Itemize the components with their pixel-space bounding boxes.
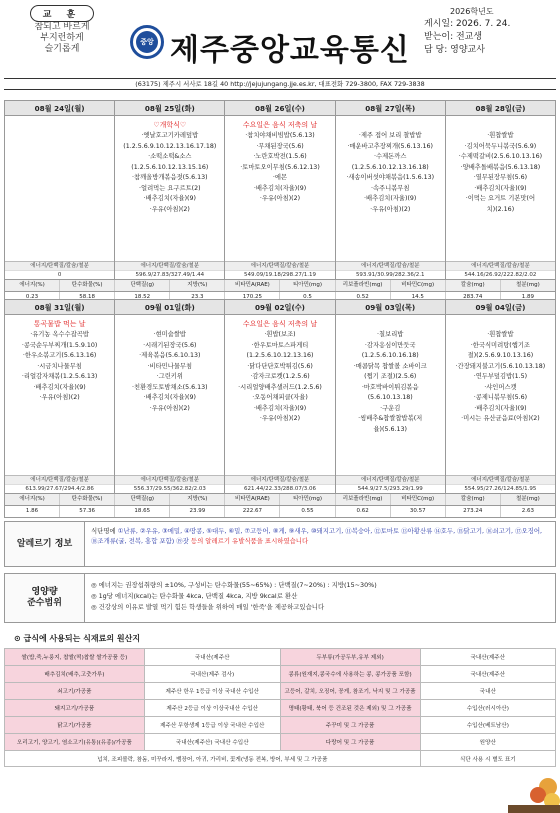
autumn-leaves-decoration bbox=[508, 775, 560, 813]
menu-item: ·제주 접어 보리 찰밥밥 bbox=[358, 132, 422, 139]
nutrition-value: 596.9/27.83/327.49/1.44 bbox=[115, 270, 224, 279]
menu-item: ·매운바고추장찌개(5.6.13.16) bbox=[347, 142, 434, 150]
week-days bbox=[5, 101, 555, 279]
allergy-lead: 식단명에 bbox=[91, 527, 116, 535]
summary-label: 티아민(mg) bbox=[280, 280, 335, 291]
nutrition-value: 613.99/27.67/294.4/2.86 bbox=[5, 484, 114, 493]
origin-item: 배추김치(배추,고춧가루) bbox=[5, 666, 145, 683]
day-theme bbox=[115, 319, 224, 330]
menu-item: ·배추김치(자율)(9) bbox=[253, 184, 307, 192]
menu-item: ·유기농 옥수수잡곡밥 bbox=[30, 331, 89, 338]
nutrition-range-line: ◎ 에너지는 권장섭취량의 ±10%, 구성비는 탄수화물(55~65%) : 단백질(7~20%) : 지방(15~30%) bbox=[91, 581, 377, 589]
summary-label: 철분(mg) bbox=[501, 280, 555, 291]
summary-value: 0.5 bbox=[280, 292, 335, 303]
origin-item: 주꾸미 및 그 가공품 bbox=[280, 717, 420, 734]
menu-item: ·배추김치(자율)(9) bbox=[143, 195, 196, 202]
day-menu bbox=[225, 116, 334, 261]
menu-item: ·칠보리밥 bbox=[377, 331, 404, 338]
nutrition-value: 544.16/26.92/222.82/2.02 bbox=[446, 270, 555, 279]
day-column bbox=[446, 101, 555, 279]
day-theme bbox=[446, 120, 555, 131]
menu-item: ·수제돈까스 bbox=[374, 153, 407, 160]
summary-value: 30.57 bbox=[391, 506, 446, 517]
menu-item: ·흰밥(보조) bbox=[264, 331, 296, 338]
summary-value: 0.23 bbox=[5, 292, 60, 303]
allergy-label: 알레르기 정보 bbox=[5, 522, 85, 566]
menu-item: ·양배추돌배볶음(5.6.13.18) bbox=[460, 163, 541, 171]
day-date: 08월 31일(월) bbox=[5, 300, 114, 315]
nutrition-range-label-line: 준수범위 bbox=[27, 598, 62, 608]
day-theme: 수요일은 음식 저축의 날 bbox=[242, 320, 318, 328]
day-date: 08월 25일(화) bbox=[115, 101, 224, 116]
origin-row bbox=[5, 734, 556, 751]
menu-item: ·얼려먹는 요구르트(2) bbox=[139, 184, 201, 192]
menu-item: ·속주니볶무침 bbox=[370, 184, 410, 192]
nutrition-range bbox=[4, 573, 556, 623]
nutrition-header: 에너지/탄백질/칼슘/철분 bbox=[115, 475, 224, 484]
motto-line: 부지런하게 bbox=[40, 33, 84, 43]
day-theme: ♡개학식♡ bbox=[153, 121, 187, 129]
allergy-text bbox=[85, 522, 555, 566]
summary-value: 14.5 bbox=[391, 292, 446, 303]
menu-item: ·씽배추&찹쌀찹밥볶(저 bbox=[358, 415, 423, 422]
nutrition-range-label-line: 영양량 bbox=[31, 587, 58, 597]
origin-title-text: 급식에 사용되는 식재료의 원산지 bbox=[23, 634, 141, 643]
nutrition-range-label bbox=[5, 574, 85, 622]
menu-item: ·제육볶음(5.6.10.13) bbox=[139, 352, 201, 359]
menu-item: 치)(2.16) bbox=[486, 205, 515, 213]
allergy-info bbox=[4, 521, 556, 567]
summary-value: 1.89 bbox=[521, 294, 535, 300]
menu-item: ·시래기된장국(5.6) bbox=[143, 341, 197, 349]
menu-item: ·배추김치(자율)(9) bbox=[253, 404, 307, 412]
summary-label: 칼슘(mg) bbox=[446, 494, 501, 505]
day-date: 09월 04일(금) bbox=[446, 300, 555, 315]
nutrition-header: 에너지/탄백질/칼슘/철분 bbox=[5, 261, 114, 270]
menu-item: ·토마토오이무침(5.6.12.13) bbox=[240, 163, 320, 171]
week-menu bbox=[4, 100, 556, 304]
menu-item: ·현미숩쌀밥 bbox=[153, 331, 187, 338]
origin-country: 국내산(제주산 bbox=[420, 649, 555, 666]
origin-item: 돼지고기/가공품 bbox=[5, 700, 145, 717]
summary-label: 탄수화물(%) bbox=[60, 280, 115, 291]
menu-item: ·우유(아침)(2) bbox=[149, 404, 190, 412]
menu-item: ·노란호박전(1.5.6) bbox=[253, 153, 307, 160]
summary-value: 2.63 bbox=[521, 508, 535, 514]
nutrition-value: 554.95/27.26/124.85/1.95 bbox=[446, 484, 555, 493]
day-date: 08월 24일(월) bbox=[5, 101, 114, 116]
menu-item: ·참깨올방개볶음젓(5.6.13) bbox=[132, 174, 208, 181]
week-days bbox=[5, 300, 555, 493]
origin-item: 다랑어 및 그 가공품 bbox=[280, 734, 420, 751]
menu-item: ·리얼감자채볶(1.2.5.6.13) bbox=[21, 373, 98, 380]
issue-meta bbox=[424, 5, 554, 57]
menu-item: ·열무된장무침(5.6) bbox=[473, 174, 528, 181]
nutrition-header: 에너지/탄백질/칼슘/철분 bbox=[446, 261, 555, 270]
menu-item: ·감자옹심이만둣국 bbox=[364, 341, 416, 349]
nutrition-range-line: ◎ 건강상의 이유로 발열 먹기 힘든 학생들을 위하여 매일 '한죽'을 제공하고있습니다 bbox=[91, 603, 325, 611]
day-menu bbox=[336, 116, 445, 261]
sender: 담 당: 영양교사 bbox=[424, 45, 485, 55]
origin-table-body bbox=[5, 649, 556, 767]
day-date: 09월 03일(목) bbox=[336, 300, 445, 315]
menu-item: (1.2.5.6.10.16.18) bbox=[361, 352, 419, 359]
origin-row bbox=[5, 717, 556, 734]
origin-country: 국내산(제주산 bbox=[420, 666, 555, 683]
menu-item: ·새송이버섯야채볶음(1.5.6.13) bbox=[346, 174, 435, 181]
origin-row bbox=[5, 683, 556, 700]
menu-item: ·콩국순두부찌개(1.5.9.10) bbox=[21, 341, 98, 349]
origin-country: 국내산(제주 검사) bbox=[144, 666, 280, 683]
motto-line: 슬기롭게 bbox=[44, 44, 80, 54]
menu-item: ·그린키위 bbox=[156, 373, 183, 380]
origin-row bbox=[5, 649, 556, 666]
summary-value: 283.74 bbox=[446, 292, 501, 303]
nutrition-header: 에너지/탄백질/칼슘/철분 bbox=[225, 475, 334, 484]
day-theme bbox=[5, 120, 114, 131]
menu-item: ·감자크로켓(1.2.5.6) bbox=[250, 373, 310, 380]
origin-item: 두부류(가공두부,유부 제외) bbox=[280, 649, 420, 666]
nutrient-summary-labels bbox=[5, 279, 555, 291]
menu-item: ·배추김치(자율)(9) bbox=[474, 404, 527, 412]
day-menu bbox=[5, 116, 114, 261]
origin-title bbox=[14, 633, 140, 644]
day-theme bbox=[336, 319, 445, 330]
summary-label: 탄수화물(%) bbox=[60, 494, 115, 505]
day-column bbox=[225, 101, 335, 279]
page-title: 제주중앙교육통신 bbox=[170, 33, 410, 68]
menu-item: ·배추김치(자율)(9) bbox=[364, 195, 417, 202]
menu-item: ·우유(아침)(2) bbox=[149, 205, 190, 213]
origin-country: 국내산 bbox=[420, 683, 555, 700]
menu-item: ·배추김치(자율)(9) bbox=[143, 394, 196, 401]
menu-item: (1.2.5.6.10.12.13.15.16) bbox=[131, 163, 209, 171]
summary-label: 단백질(g) bbox=[115, 280, 170, 291]
recipient: 받는이: 전교생 bbox=[424, 32, 483, 42]
nutrition-header: 에너지/탄백질/칼슘/철분 bbox=[336, 261, 445, 270]
day-menu bbox=[225, 315, 334, 475]
menu-item: ·콩제니볶무침(5.6) bbox=[473, 394, 528, 401]
origin-row bbox=[5, 751, 556, 767]
menu-item: ·흰찹쌀밥 bbox=[487, 331, 514, 338]
origin-row bbox=[5, 666, 556, 683]
summary-label: 에너지(%) bbox=[5, 280, 60, 291]
day-date: 08월 26일(수) bbox=[225, 101, 334, 116]
nutrition-header: 에너지/탄백질/칼슘/철분 bbox=[5, 475, 114, 484]
menu-item: ·시금치나물무침 bbox=[37, 362, 82, 370]
menu-item: ·이먹는 요거트 기본맛(어 bbox=[465, 195, 536, 202]
menu-item: ·마호박바이튀김볶음 bbox=[361, 383, 419, 391]
day-theme: 통곡물밥 먹는 날 bbox=[33, 320, 86, 328]
day-column bbox=[115, 300, 225, 493]
origin-row bbox=[5, 700, 556, 717]
day-menu bbox=[5, 315, 114, 475]
allergy-list: ①난류, ②우유, ③메밀, ④땅콩, ⑤대두, ⑥밀, ⑦고등어, ⑧게, ⑨새우, ⑩돼지고기, ⑪복숭아, ⑫토마토 ⑬아황산류 ⑭호두, ⑮닭고기, ⑯쇠고기, ⑰오징어, ⑱조개류(굴, 전복, 홍합 포함) ⑲잣 bbox=[91, 527, 543, 545]
summary-value: 58.18 bbox=[60, 292, 115, 303]
day-theme bbox=[336, 120, 445, 131]
origin-item: 쌀(밥,죽,누룽지, 찹쌀(떡)찹쌀 쌀가공품 등) bbox=[5, 649, 145, 666]
day-theme bbox=[446, 319, 555, 330]
summary-label: 비타민A(RAE) bbox=[225, 280, 280, 291]
menu-item: ·우유(아침)(2) bbox=[39, 394, 80, 401]
menu-item: ·소떡소떡&소스 bbox=[148, 153, 192, 160]
origin-country: 국내산(제주산 bbox=[144, 649, 280, 666]
logo-text: 중앙 bbox=[136, 31, 158, 53]
motto-tag: 교 훈 bbox=[30, 5, 95, 22]
nutrient-summary-labels bbox=[5, 493, 555, 505]
day-date: 08월 27일(목) bbox=[336, 101, 445, 116]
check-icon: ⊙ bbox=[14, 634, 21, 643]
summary-value: 170.25 bbox=[225, 292, 280, 303]
origin-country: 제주산 2등급 이상 이상국내산 수입산 bbox=[144, 700, 280, 717]
school-logo bbox=[130, 25, 164, 59]
day-column bbox=[5, 101, 115, 279]
nutrition-value: 549.09/19.18/298.27/1.19 bbox=[225, 270, 334, 279]
day-menu bbox=[115, 116, 224, 261]
menu-item: (1.2.5.6.9.10.12.13.16.17.18) bbox=[123, 142, 217, 150]
summary-value: 18.52 bbox=[115, 292, 170, 303]
origin-country: 제주산 한우 1등급 이상 국내산 수입산 bbox=[144, 683, 280, 700]
summary-label: 지방(%) bbox=[170, 494, 225, 505]
menu-item: ·배추김치(자율)(9) bbox=[474, 184, 527, 192]
nutrient-summary-values bbox=[5, 505, 555, 517]
origin-country: 원양산 bbox=[420, 734, 555, 751]
summary-value: 57.36 bbox=[60, 506, 115, 517]
summary-value: 23.99 bbox=[170, 506, 225, 517]
menu-item: ·우유(아침)(2) bbox=[259, 195, 301, 202]
summary-label: 지방(%) bbox=[170, 280, 225, 291]
summary-value: 0.55 bbox=[280, 506, 335, 517]
day-date: 08월 28일(금) bbox=[446, 101, 555, 116]
menu-item: ·한국식미려탕(햅기조 bbox=[470, 341, 531, 349]
summary-value: 23.3 bbox=[170, 292, 225, 303]
menu-item: ·참치야채비빔밥(5.6.13) bbox=[245, 132, 315, 139]
summary-value: 0.62 bbox=[336, 506, 391, 517]
menu-item: (1.2.5.6.10.12.13.16) bbox=[246, 352, 314, 359]
origin-item: 닭고기/가공품 bbox=[5, 717, 145, 734]
issue-date: 게시일: 2026. 7. 24. bbox=[424, 19, 511, 29]
menu-item: ·한우소볶고기(5.6.13.16) bbox=[22, 352, 97, 359]
nutrition-value: 621.44/22.33/288.07/3.06 bbox=[225, 484, 334, 493]
nutrition-range-text bbox=[85, 574, 555, 622]
origin-country: 수입산(러시아산) bbox=[420, 700, 555, 717]
summary-label: 단백질(g) bbox=[115, 494, 170, 505]
nutrition-value: 556.37/29.55/362.82/2.03 bbox=[115, 484, 224, 493]
summary-label: 철분(mg) bbox=[501, 494, 555, 505]
menu-item: ·미시는 유산균음료(아침)(2) bbox=[461, 415, 540, 422]
day-column bbox=[446, 300, 555, 493]
origin-item: 쇠고기/가공품 bbox=[5, 683, 145, 700]
day-theme: 수요일은 음식 저축의 날 bbox=[242, 121, 318, 129]
origin-item: 고등어, 갈치, 오징어, 꽁게, 참조기, 낙지 및 그 가공품 bbox=[280, 683, 420, 700]
summary-label: 칼슘(mg) bbox=[446, 280, 501, 291]
nutrition-header: 에너지/탄백질/칼슘/철분 bbox=[446, 475, 555, 484]
origin-item: 콩류(원재지,콩국수에 사용하는 콩, 콩가공품 포함) bbox=[280, 666, 420, 683]
menu-item: ·시리얼양배추샐러드(1.2.5.6) bbox=[238, 383, 322, 391]
summary-value: 222.67 bbox=[225, 506, 280, 517]
nutrition-value: 593.91/30.99/282.36/2.1 bbox=[336, 270, 445, 279]
day-menu bbox=[115, 315, 224, 475]
menu-item: ·옛날호고기카레덮밥 bbox=[141, 132, 199, 139]
summary-label: 리보플라빈(mg) bbox=[336, 280, 391, 291]
menu-item: ·우유(아침)(2) bbox=[259, 415, 301, 422]
menu-item: ·매콤닭목 찹쌀볼 소바이크 bbox=[353, 362, 427, 370]
origin-country: 제주산 무항생제 1등급 이상 국내산 수입산 bbox=[144, 717, 280, 734]
summary-label: 에너지(%) bbox=[5, 494, 60, 505]
day-column bbox=[336, 101, 446, 279]
summary-label: 티아민(mg) bbox=[280, 494, 335, 505]
menu-item: 율)(5.6.13) bbox=[373, 425, 407, 433]
motto-line: 참되고 바르게 bbox=[34, 22, 90, 32]
day-date: 09월 02일(수) bbox=[225, 300, 334, 315]
origin-country: 식단 사용 시 별도 표기 bbox=[420, 751, 555, 767]
origin-table bbox=[4, 648, 556, 767]
menu-item: ·친환경도토밤채소(5.6.13) bbox=[132, 383, 208, 391]
summary-label: 비타민A(RAE) bbox=[225, 494, 280, 505]
summary-value: 0.52 bbox=[336, 292, 391, 303]
menu-item: ·에몬 bbox=[272, 174, 288, 181]
menu-item: (5.6.10.13.18) bbox=[367, 394, 413, 401]
newsletter-header bbox=[4, 3, 556, 78]
summary-label: 비타민C(mg) bbox=[391, 280, 446, 291]
origin-item: 오리고기, 양고기, 염소고기(유통)(유종)/가공품 bbox=[5, 734, 145, 751]
nutrition-header: 에너지/탄백질/칼슘/철분 bbox=[336, 475, 445, 484]
menu-item: ·연두부덮김밥(1.5) bbox=[473, 373, 528, 380]
origin-item: 명태(황태, 북어 등 건조된 것은 제외) 및 그 가공품 bbox=[280, 700, 420, 717]
school-motto bbox=[14, 3, 110, 75]
menu-item: ·흰찹쌀밥 bbox=[487, 132, 514, 139]
summary-label: 리보플라빈(mg) bbox=[336, 494, 391, 505]
menu-item: ·샤인머스캣 bbox=[484, 383, 517, 391]
nutrition-header: 에너지/탄백질/칼슘/철분 bbox=[115, 261, 224, 270]
menu-item: ·한우토마토스파게티 bbox=[251, 341, 309, 349]
day-menu bbox=[336, 315, 445, 475]
origin-country: 수입산(베트남산) bbox=[420, 717, 555, 734]
menu-item: ·간장돼지불고기(5.6.10.13.18) bbox=[455, 362, 546, 370]
menu-item: (1.2.5.6.10.12.13.16.18) bbox=[351, 163, 429, 171]
allergy-tail: 등의 알레르기 유발식품을 표시하였습니다 bbox=[190, 537, 309, 545]
menu-item: ·수제떡갈비(2.5.6.10.13.16) bbox=[458, 153, 543, 160]
nutrition-value: 544.9/27.5/293.29/1.99 bbox=[336, 484, 445, 493]
summary-label: 비타민C(mg) bbox=[391, 494, 446, 505]
summary-value: 18.65 bbox=[115, 506, 170, 517]
nutrition-range-line: ◎ 1g당 에너지(kcal)는 탄수화물 4kca, 단백질 4kca, 지방 9kcal로 환산 bbox=[91, 592, 298, 600]
summary-value: 273.24 bbox=[446, 506, 501, 517]
day-column bbox=[336, 300, 446, 493]
nutrition-header: 에너지/탄백질/칼슘/철분 bbox=[225, 261, 334, 270]
day-menu bbox=[446, 315, 555, 475]
day-menu bbox=[446, 116, 555, 261]
menu-item: ·구운김 bbox=[380, 404, 401, 412]
summary-value: 1.86 bbox=[5, 506, 60, 517]
menu-item: ·오동어채피클(자율) bbox=[252, 394, 308, 401]
school-year: 2026학년도 bbox=[450, 7, 494, 16]
week-menu bbox=[4, 299, 556, 518]
menu-item: ·비타민나물무침 bbox=[147, 362, 193, 370]
day-column bbox=[225, 300, 335, 493]
menu-item: (쩝기 조절)(2.5.6) bbox=[364, 373, 417, 380]
day-column bbox=[5, 300, 115, 493]
nutrition-value: 0 bbox=[5, 270, 114, 279]
menu-item: ·김치어묵두니볶국(5.6.9) bbox=[464, 142, 537, 150]
menu-item: ·닭다단단호박튀김(5.6) bbox=[247, 362, 313, 370]
origin-country: 국내산(제주산) 국내산 수입산 bbox=[144, 734, 280, 751]
menu-item: ·무채된장국(5.6) bbox=[256, 142, 304, 150]
school-address: (63175) 제주시 서사로 18길 40 http://jejujungang.jje.es.kr, 대표전화 729-3800, FAX 729-3838 bbox=[4, 78, 556, 90]
day-column bbox=[115, 101, 225, 279]
origin-item: 넙치, 조피볼락, 참돔, 미꾸라지, 뱀장어, 아귀, 가리비, 꽃게(냉동 전복, 방어, 부세 및 그 가공품 bbox=[5, 751, 421, 767]
menu-item: 절)(2.5.6.9.10.13.16) bbox=[467, 352, 534, 359]
menu-item: ·우유(아침)(2) bbox=[370, 205, 411, 213]
menu-item: ·배추김치(자율)(9) bbox=[33, 383, 86, 391]
day-date: 09월 01일(화) bbox=[115, 300, 224, 315]
